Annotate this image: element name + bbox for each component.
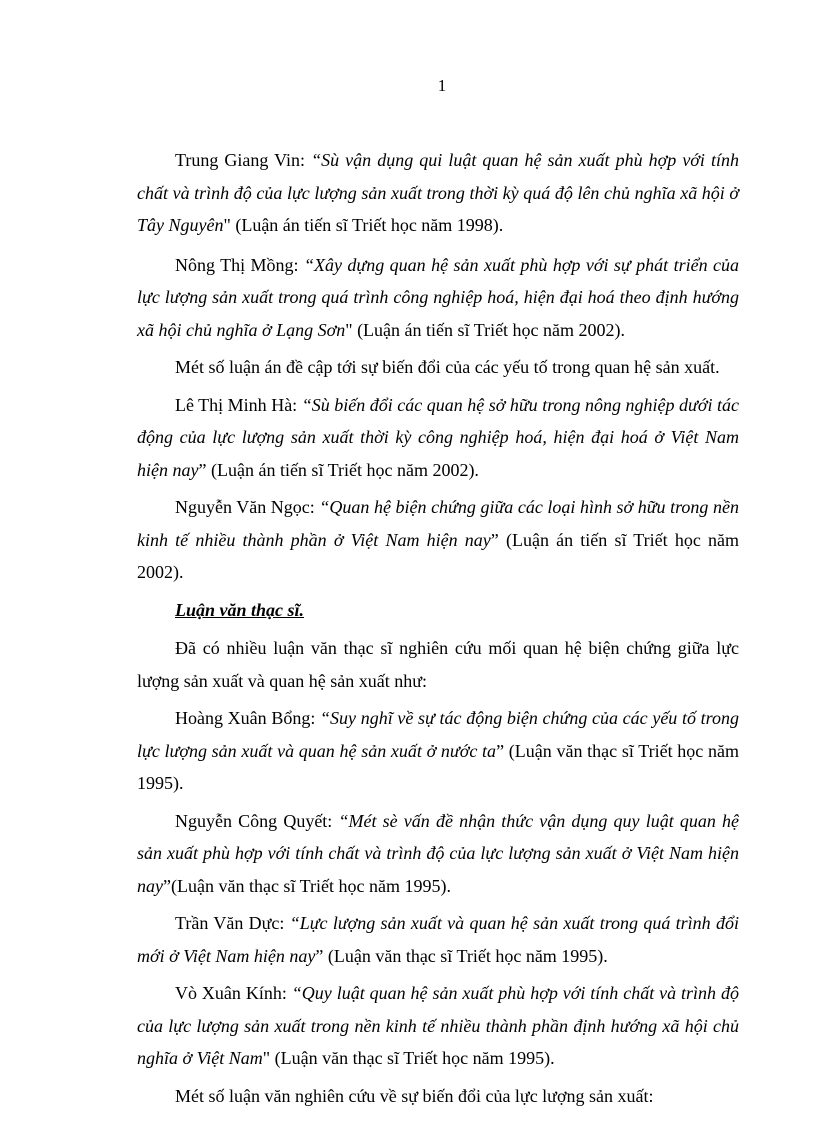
reference-title: “Mét sè vấn đề nhận thức vận dụng quy luật quan hệ sản xuất phù hợp với tính chất và trình độ của lực lượng sản xuất ở Việt Nam hiện nay: [137, 810, 740, 896]
reference-entry: [137, 144, 739, 242]
reference-title: “Sù vận dụng qui luật quan hệ sản xuất phù hợp với tính chất và trình độ của lực lượng sản xuất trong thời kỳ quá độ lên chủ nghĩa xã hội ở Tây Nguyên: [137, 150, 739, 235]
page-number: 1: [437, 76, 447, 95]
reference-note: " (Luận án tiến sĩ Triết học năm 1998).: [223, 215, 504, 235]
reference-note: ” (Luận án tiến sĩ Triết học năm 2002).: [137, 529, 739, 582]
reference-author: Nguyễn Công Quyết:: [175, 810, 339, 831]
reference-note: ”(Luận văn thạc sĩ Triết học năm 1995).: [163, 875, 451, 896]
reference-note: ” (Luận văn thạc sĩ Triết học năm 1995).: [315, 945, 608, 966]
reference-title: “Sù biến đổi các quan hệ sở hữu trong nông nghiệp dưới tác động của lực lượng sản xuất thời kỳ công nghiệp hoá, hiện đại hoá ở Việt Nam hiện nay: [137, 394, 739, 480]
reference-entry: [137, 249, 739, 347]
reference-entry: [137, 977, 739, 1075]
reference-author: Vò Xuân Kính:: [175, 983, 292, 1003]
reference-note: " (Luận án tiến sĩ Triết học năm 2002).: [345, 319, 626, 340]
reference-note: ” (Luận án tiến sĩ Triết học năm 2002).: [198, 459, 479, 480]
reference-entry: [137, 702, 739, 800]
reference-title: “Quan hệ biện chứng giữa các loại hình sở hữu trong nền kinh tế nhiều thành phần ở Việt Nam hiện nay: [137, 497, 739, 550]
document-body: [137, 144, 739, 1117]
reference-author: Hoàng Xuân Bổng:: [175, 708, 321, 728]
reference-title: “Quy luật quan hệ sản xuất phù hợp với tính chất và trình độ của lực lượng sản xuất trong nền kinh tế nhiều thành phần định hướng xã hội chủ nghĩa ở Việt Nam: [137, 983, 739, 1068]
reference-title: “Lực lượng sản xuất và quan hệ sản xuất trong quá trình đổi mới ở Việt Nam hiện nay: [137, 913, 739, 966]
reference-author: Lê Thị Minh Hà:: [175, 394, 302, 415]
reference-entry: [137, 907, 739, 972]
reference-author: Trung Giang Vin:: [175, 150, 312, 170]
reference-entry: [137, 491, 739, 589]
reference-title: “Suy nghĩ về sự tác động biện chứng của các yếu tố trong lực lượng sản xuất và quan hệ sản xuất ở nước ta: [137, 708, 740, 761]
reference-title: “Xây dựng quan hệ sản xuất phù hợp với sự phát triển của lực lượng sản xuất trong quá trình công nghiệp hoá, hiện đại hoá theo định hướng xã hội chủ nghĩa ở Lạng Sơn: [137, 254, 739, 340]
reference-note: ” (Luận văn thạc sĩ Triết học năm 1995).: [137, 740, 739, 793]
thesis-intro-paragraph: Mét số luận án đề cập tới sự biến đổi của các yếu tố trong quan hệ sản xuất.: [175, 357, 720, 377]
section-heading-masters: Luận văn thạc sĩ.: [175, 599, 305, 620]
reference-author: Nông Thị Mồng:: [175, 254, 304, 275]
reference-author: Nguyễn Văn Ngọc:: [175, 497, 320, 517]
closing-paragraph: Mét số luận văn nghiên cứu về sự biến đổi của lực lượng sản xuất:: [175, 1085, 654, 1106]
masters-intro-paragraph: Đã có nhiều luận văn thạc sĩ nghiên cứu mối quan hệ biện chứng giữa lực lượng sản xuất và quan hệ sản xuất như:: [137, 638, 739, 691]
reference-author: Trần Văn Dực:: [175, 913, 290, 933]
reference-entry: [137, 389, 739, 487]
reference-entry: [137, 805, 739, 903]
reference-note: " (Luận văn thạc sĩ Triết học năm 1995).: [262, 1048, 555, 1068]
